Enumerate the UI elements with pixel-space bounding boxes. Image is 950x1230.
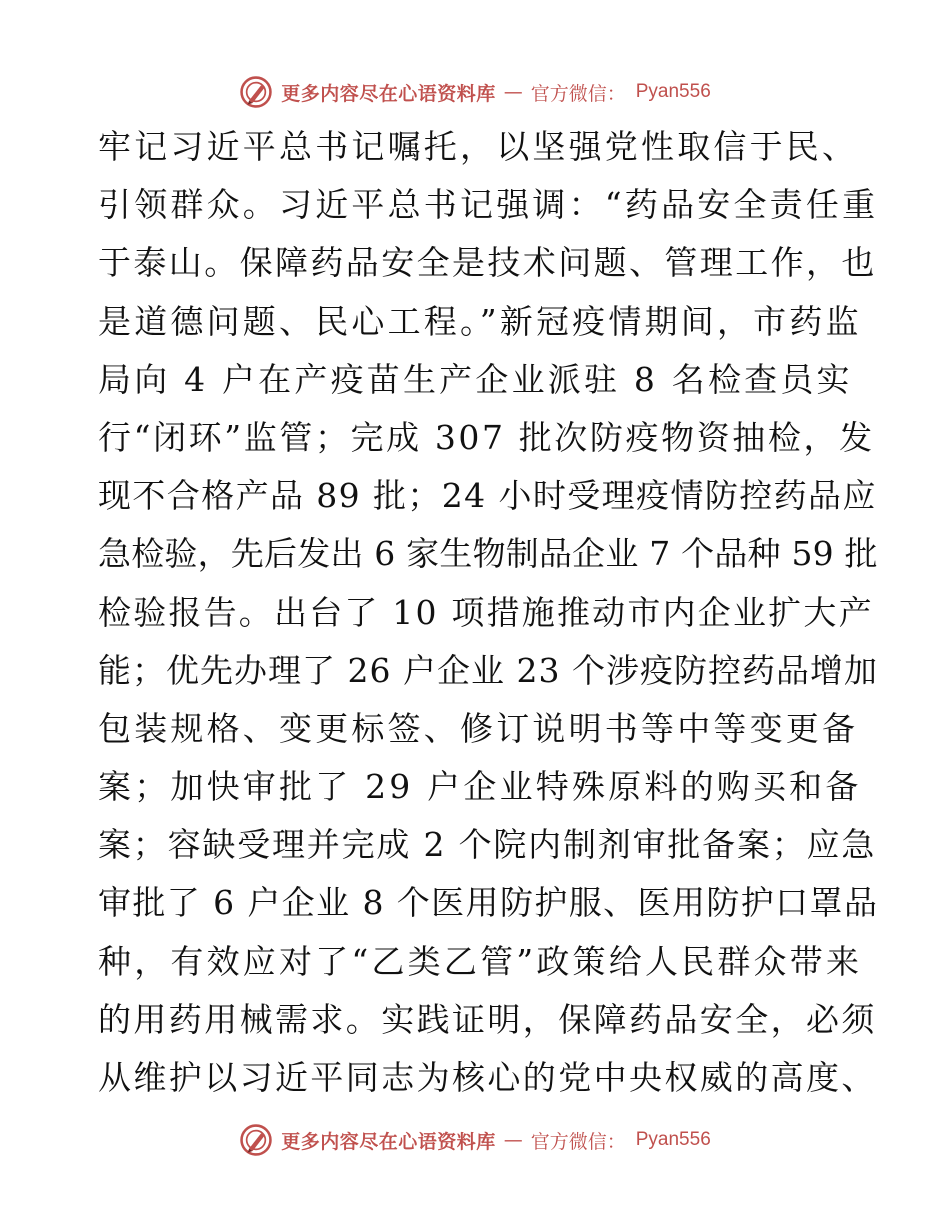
- banner-wechat-label: 官方微信：: [530, 1130, 626, 1153]
- body-line: 包装规格、变更标签、修订说明书等中等变更备: [98, 708, 859, 748]
- body-line: 急检验，先后发出 6 家生物制品企业 7 个品种 59 批: [98, 534, 878, 574]
- body-line: 局向 4 户在产疫苗生产企业派驻 8 名检查员实: [98, 359, 853, 399]
- body-line: 案；容缺受理并完成 2 个院内制剂审批备案；应急: [98, 825, 877, 865]
- body-line: 是道德问题、民心工程。”新冠疫情期间，市药监: [98, 301, 862, 341]
- banner-dash: —: [503, 81, 523, 103]
- body-line: 能；优先办理了 26 户企业 23 个涉疫防控药品增加: [98, 650, 878, 690]
- body-line: 案；加快审批了 29 户企业特殊原料的购买和备: [98, 767, 862, 807]
- body-line: 种，有效应对了“乙类乙管”政策给人民群众带来: [98, 941, 863, 981]
- banner-inner: [239, 1123, 711, 1157]
- pen-logo-icon: [239, 75, 273, 109]
- banner-inner: [239, 75, 711, 109]
- body-line: 现不合格产品 89 批；24 小时受理疫情防控药品应: [98, 476, 877, 516]
- banner-wechat-id: Pyan556: [635, 1129, 711, 1150]
- body-line: 检验报告。出台了 10 项措施推动市内企业扩大产: [98, 592, 874, 632]
- footer-watermark-banner: [0, 1120, 950, 1160]
- body-line: 行“闭环”监管；完成 307 批次防疫物资抽检，发: [98, 417, 875, 457]
- body-line: 牢记习近平总书记嘱托，以坚强党性取信于民、: [98, 127, 859, 166]
- body-line: 引领群众。习近平总书记强调：“药品安全责任重: [98, 185, 879, 225]
- banner-title: 更多内容尽在心语资料库: [281, 1130, 496, 1153]
- body-line: 审批了 6 户企业 8 个医用防护服、医用防护口罩品: [98, 883, 879, 923]
- body-line: 的用药用械需求。实践证明，保障药品安全，必须: [98, 999, 877, 1039]
- banner-title: 更多内容尽在心语资料库: [281, 82, 496, 105]
- banner-wechat-id: Pyan556: [635, 81, 711, 102]
- body-line: 从维护以习近平同志为核心的党中央权威的高度、: [98, 1058, 877, 1097]
- body-line: 于泰山。保障药品安全是技术问题、管理工作，也: [98, 243, 877, 283]
- pen-logo-icon: [239, 1123, 273, 1157]
- banner-wechat-label: 官方微信：: [530, 82, 626, 105]
- banner-dash: —: [503, 1129, 523, 1151]
- header-watermark-banner: [0, 72, 950, 112]
- document-body: [98, 118, 878, 1107]
